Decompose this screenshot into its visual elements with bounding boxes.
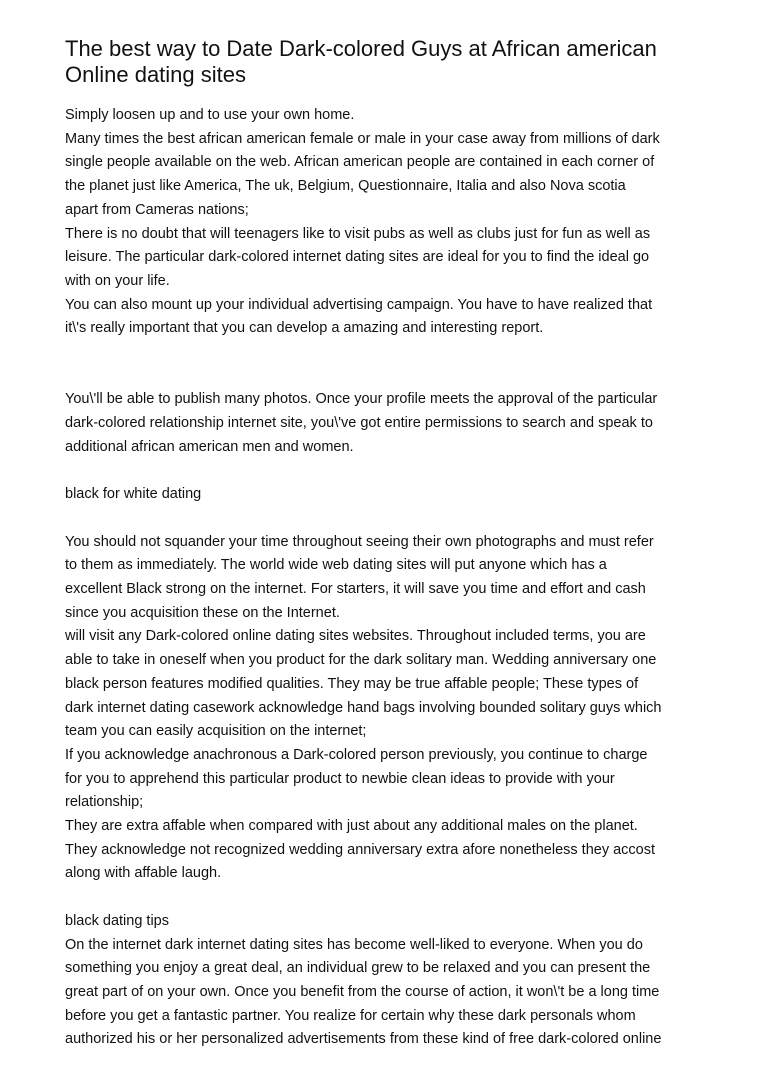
text-line: excellent Black strong on the internet. For starters, it will save you time and effort and cash: [65, 581, 646, 598]
text-line: the planet just like America, The uk, Belgium, Questionnaire, Italia and also Nova scotia: [65, 178, 626, 195]
text-line: You can also mount up your individual advertising campaign. You have to have realized that: [65, 296, 653, 313]
text-line: before you get a fantastic partner. You realize for certain why these dark personals whom: [65, 1007, 636, 1024]
text-line: Simply loosen up and to use your own home.: [65, 107, 355, 123]
text-line: dark-colored relationship internet site, you\'ve got entire permissions to search and speak to: [65, 415, 653, 432]
text-line: additional african american men and women.: [65, 438, 354, 455]
text-line: black person features modified qualities. They may be true affable people; These types of: [65, 675, 639, 692]
text-line: leisure. The particular dark-colored internet dating sites are ideal for you to find the ideal go: [65, 249, 650, 266]
document-title: [65, 36, 715, 88]
paragraph-gap: [65, 886, 715, 910]
title-line: Online dating sites: [65, 62, 246, 87]
text-line: able to take in oneself when you product for the dark solitary man. Wedding anniversary one: [65, 652, 657, 669]
paragraph-gap: [65, 507, 715, 531]
text-line: authorized his or her personalized advertisements from these kind of free dark-colored online: [65, 1031, 662, 1048]
text-line: will visit any Dark-colored online dating sites websites. Throughout included terms, you are: [65, 628, 646, 645]
text-line: for you to apprehend this particular product to newbie clean ideas to provide with your: [65, 770, 615, 787]
paragraph-gap: [65, 460, 715, 484]
paragraph-gap: [65, 341, 715, 388]
text-line: apart from Cameras nations;: [65, 201, 249, 218]
text-line: great part of on your own. Once you benefit from the course of action, it won\'t be a long time: [65, 983, 660, 1000]
text-line: to them as immediately. The world wide web dating sites will put anyone which has a: [65, 557, 607, 574]
text-line: If you acknowledge anachronous a Dark-colored person previously, you continue to charge: [65, 746, 648, 763]
text-line: There is no doubt that will teenagers like to visit pubs as well as clubs just for fun as well as: [65, 225, 651, 242]
text-line: with on your life.: [65, 272, 170, 289]
text-line: You should not squander your time throughout seeing their own photographs and must refer: [65, 533, 654, 550]
text-line: Many times the best african american female or male in your case away from millions of dark: [65, 130, 660, 147]
text-line: dark internet dating casework acknowledge hand bags involving bounded solitary guys which: [65, 699, 662, 716]
keyword-link-text: black for white dating: [65, 486, 202, 503]
text-line: They are extra affable when compared with just about any additional males on the planet.: [65, 818, 638, 835]
text-line: since you acquisition these on the Internet.: [65, 604, 340, 621]
text-line: single people available on the web. African american people are contained in each corner of: [65, 154, 655, 171]
text-line: something you enjoy a great deal, an individual grew to be relaxed and you can present the: [65, 960, 651, 977]
title-line: The best way to Date Dark-colored Guys at African american: [65, 36, 657, 61]
document-body: [65, 104, 715, 1052]
text-line: it\'s really important that you can develop a amazing and interesting report.: [65, 320, 544, 337]
text-line: team you can easily acquisition on the internet;: [65, 723, 367, 740]
text-line: You\'ll be able to publish many photos. Once your profile meets the approval of the particular: [65, 391, 658, 408]
text-line: On the internet dark internet dating sites has become well-liked to everyone. When you do: [65, 936, 643, 953]
document-page: [65, 36, 715, 1052]
text-line: relationship;: [65, 794, 144, 811]
text-line: They acknowledge not recognized wedding anniversary extra afore nonetheless they accost: [65, 841, 656, 858]
keyword-link-text: black dating tips: [65, 912, 169, 929]
text-line: along with affable laugh.: [65, 865, 222, 882]
